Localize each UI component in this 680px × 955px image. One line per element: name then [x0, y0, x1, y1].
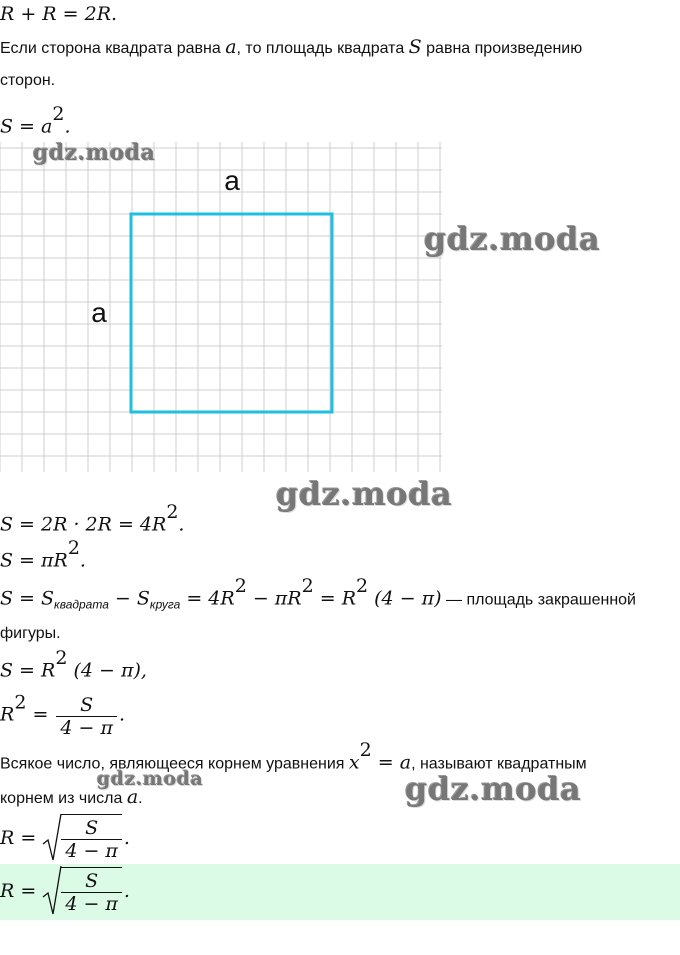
exponent: 2: [301, 575, 314, 597]
watermark: gdz.moda: [405, 770, 582, 808]
math-text: .: [64, 115, 71, 138]
text-span: фигуры.: [0, 625, 61, 642]
fraction: [61, 867, 122, 915]
paragraph-square-root-def: [0, 739, 587, 774]
square-root: [42, 864, 124, 918]
var-a: a: [126, 786, 139, 808]
watermark: gdz.moda: [276, 475, 453, 513]
text-span: равна произведению: [421, 40, 583, 57]
text-span: Если сторона квадрата равна: [0, 40, 226, 57]
equation-r2-fraction: [0, 691, 126, 739]
watermark: gdz.moda: [97, 768, 204, 790]
text-span: сторон.: [0, 72, 56, 89]
math-text: S = R: [0, 659, 56, 682]
numerator: S: [56, 694, 117, 717]
math-text: R =: [0, 827, 43, 849]
math-text: S = 2R · 2R = 4R: [0, 513, 167, 536]
var-x: x: [348, 751, 360, 774]
watermark: gdz.moda: [424, 220, 601, 258]
equation-r-sqrt: [0, 812, 130, 864]
exponent: 2: [14, 691, 27, 714]
paragraph-continuation: [0, 72, 55, 90]
square-root: [42, 812, 124, 864]
text-span: Всякое число, являющееся корнем уравнения: [0, 755, 349, 773]
left-side-label: a: [91, 297, 107, 328]
math-text: =: [26, 703, 55, 726]
radical-sign: [42, 864, 62, 918]
grid-lines: [0, 142, 442, 472]
subscript: квадрата: [54, 597, 109, 612]
text-span: корнем из числа: [0, 790, 127, 807]
exponent: 2: [67, 537, 80, 559]
exponent: 2: [359, 739, 372, 761]
fraction: [61, 814, 122, 862]
equation-s-pir2: [0, 537, 86, 572]
text-span: , то площадь квадрата: [236, 40, 409, 57]
exponent: 2: [234, 575, 247, 597]
math-text: S = πR: [0, 549, 68, 572]
math-text: − πR: [246, 587, 302, 610]
math-text: .: [123, 827, 130, 849]
math-text: S = S: [0, 587, 55, 610]
exponent: 2: [52, 103, 65, 125]
text-span: , называют квадратным: [411, 755, 587, 773]
numerator: S: [61, 870, 122, 893]
denominator: 4 − π: [60, 717, 113, 739]
math-text: .: [178, 513, 185, 536]
equation-shaded-area: [0, 575, 636, 612]
paragraph-continuation: [0, 786, 143, 808]
equation-s-a2: [0, 103, 71, 138]
denominator: 4 − π: [65, 840, 118, 862]
equation-r-sqrt-answer: [0, 864, 130, 918]
var-s: S: [408, 36, 422, 58]
equation-s-r2-4pi: [0, 647, 147, 682]
paragraph-square-side: [0, 36, 582, 58]
equation-s-4r2: [0, 501, 185, 536]
math-text: = a: [371, 751, 412, 774]
math-text: (4 − π),: [67, 659, 147, 682]
math-text: − S: [108, 587, 150, 610]
var-a: a: [225, 36, 237, 58]
equation-r-plus-r: [0, 3, 117, 25]
paragraph-continuation: [0, 625, 61, 643]
math-text: = R: [313, 587, 357, 610]
denominator: 4 − π: [65, 893, 118, 915]
square-outline: [131, 214, 332, 412]
math-text: R =: [0, 880, 43, 902]
square-grid-figure: [0, 142, 442, 472]
math-text: R + R = 2R.: [0, 3, 118, 25]
numerator: S: [61, 817, 122, 840]
radical-sign: [42, 812, 62, 864]
exponent: 2: [356, 575, 369, 597]
fraction: [56, 694, 117, 739]
math-text: .: [118, 703, 126, 726]
math-text: .: [123, 880, 130, 902]
math-text: (4 − π): [368, 587, 442, 610]
watermark: gdz.moda: [33, 140, 156, 166]
exponent: 2: [166, 501, 179, 523]
math-text: = 4R: [180, 587, 235, 610]
top-side-label: a: [224, 165, 240, 196]
text-span: .: [138, 790, 143, 807]
subscript: круга: [149, 597, 181, 612]
text-span: — площадь закрашенной: [441, 591, 636, 609]
exponent: 2: [55, 647, 68, 669]
math-text: R: [0, 703, 15, 726]
math-text: S = a: [0, 115, 53, 138]
math-text: .: [79, 549, 86, 572]
